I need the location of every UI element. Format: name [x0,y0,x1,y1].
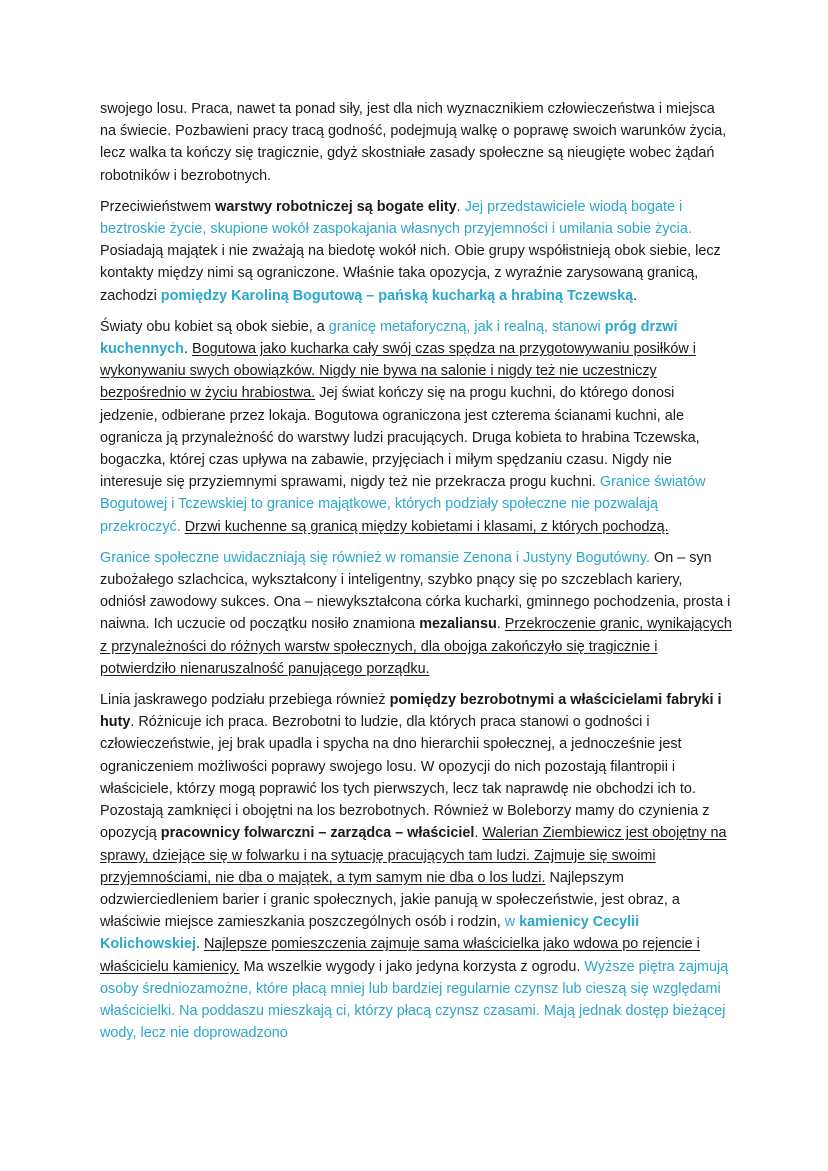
text-run: . [456,198,465,215]
highlighted-bold-text-run: kamienicy Cecylii Kolichowskiej [100,914,640,953]
text-run: . [183,341,192,358]
text-run: . [496,616,505,633]
text-run: . [633,287,638,304]
highlighted-text-run: w [504,914,520,931]
bold-text-run: warstwy robotniczej są bogate elity [215,198,457,215]
bold-text-run: pracownicy folwarczni – zarządca – właściciel [160,825,475,842]
highlighted-text-run: Jej przedstawiciele wiodą bogate i beztroskie życie, skupione wokół zaspokajania własnych przyjemności i umilania sobie życia. [100,198,692,238]
text-run: Najlepszym odzwierciedleniem barier i granic społecznych, jakie panują w społeczeństwie, jest obraz, a właściwie miejsce zamieszkania poszczególnych osób i rodzin, [100,869,680,931]
paragraph [100,547,732,680]
highlighted-text-run: Wyższe piętra zajmują osoby średniozamożne, które płacą mniej lub bardziej regularnie czynsz lub cieszą się względami właścicielki. Na poddaszu mieszkają ci, którzy płacą czynsz czasami. Mają jednak dostęp bieżącej wody, lecz nie doprowadzono [100,958,729,1042]
paragraph [100,98,732,187]
text-run: Przeciwieństwem [100,198,216,215]
text-run: On – syn zubożałego szlachcica, wykształcony i inteligentny, szybko pnący się po szczeblach kariery, odniósł zawodowy sukces. Ona – niewykształcona córka kucharki, gminnego pochodzenia, prosta i naiwna. Ich uczucie od początku nosiło znamiona [100,549,731,633]
underlined-text-run: Przekroczenie granic, wynikających z przynależności do różnych warstw społecznych, dla obojga zakończyło się tragicznie i potwierdziło nienaruszalność panującego porządku. [100,616,732,677]
paragraph [100,196,732,307]
text-run: Światy obu kobiet są obok siebie, a [100,318,329,335]
text-run: Ma wszelkie wygody i jako jedyna korzysta z ogrodu. [239,958,585,975]
text-run: Posiadają majątek i nie zważają na biedotę wokół nich. Obie grupy współistnieją obok siebie, lecz kontakty między nimi są ograniczone. Właśnie taka opozycja, z wyraźnie zarysowaną granicą, zachodzi [100,243,721,304]
paragraph [100,689,732,1044]
highlighted-text-run: Granice społeczne uwidaczniają się również w romansie Zenona i Justyny Bogutówny. [100,549,651,566]
highlighted-bold-text-run: pomiędzy Karoliną Bogutową – pańską kucharką a hrabiną Tczewską [160,287,634,304]
text-run: Linia jaskrawego podziału przebiega również [100,692,390,709]
highlighted-bold-text-run: próg drzwi kuchennych [100,318,678,358]
underlined-text-run: Drzwi kuchenne są granicą między kobietami i klasami, z których pochodzą. [184,518,669,535]
underlined-text-run: Najlepsze pomieszczenia zajmuje sama właścicielka jako wdowa po rejencie i właścicielu kamienicy. [100,936,700,975]
highlighted-text-run: granicę metaforyczną, jak i realną, stanowi [328,318,605,335]
text-run: swojego losu. Praca, nawet ta ponad siły, jest dla nich wyznacznikiem człowieczeństwa i miejsca na świecie. Pozbawieni pracy tracą godność, podejmują walkę o poprawę swoich warunków życia, lecz walka ta kończy się tragicznie, gdyż skostniałe zasady społeczne są nieugięte wobec żądań robotników i bezrobotnych. [100,101,727,184]
underlined-text-run: Bogutowa jako kucharka cały swój czas spędza na przygotowywaniu posiłków i wykonywaniu swych obowiązków. Nigdy nie bywa na salonie i nigdy też nie uczestniczy bezpośrednio w życiu hrabiostwa. [100,341,696,402]
underlined-text-run: Walerian Ziembiewicz jest obojętny na sprawy, dziejące się w folwarku i na sytuację pracujących tam ludzi. Zajmuje się swoimi przyjemnościami, nie dba o majątek, a tym samym nie dba o los ludzi. [100,825,727,886]
paragraph [100,316,732,538]
text-run: . Różnicuje ich praca. Bezrobotni to ludzie, dla których praca stanowi o godności i człowieczeństwie, jej brak upadla i spycha na dno hierarchii społecznej, a jednocześnie jest ograniczeniem możliwości poprawy swojego losu. W opozycji do nich pozostają filantropii i właściciele, którzy mogą poprawić los tych pierwszych, lecz tak naprawdę nie obchodzi ich to. Pozostają zamknięci i obojętni na los bezrobotnych. Również w Boleborzy mamy do czynienia z opozycją [100,714,710,842]
text-run: . [195,936,204,953]
text-run: . [474,825,483,842]
highlighted-text-run: Granice światów Bogutowej i Tczewskiej to granice majątkowe, których podziały społeczne nie pozwalają przekroczyć. [100,474,706,535]
text-run: Jej świat kończy się na progu kuchni, do którego donosi jedzenie, odbierane przez lokaja. Bogutowa ograniczona jest czterema ścianami kuchni, ale ogranicza ją przynależność do warstwy ludzi pracujących. Druga kobieta to hrabina Tczewska, bogaczka, której czas upływa na zabawie, przyjęciach i miłym spędzaniu czasu. Nigdy nie interesuje się przyziemnymi sprawami, nigdy też nie przekracza progu kuchni. [100,385,700,491]
bold-text-run: pomiędzy bezrobotnymi a właścicielami fabryki i huty [100,692,722,731]
document-page [100,98,732,1053]
bold-text-run: mezaliansu [419,616,497,633]
